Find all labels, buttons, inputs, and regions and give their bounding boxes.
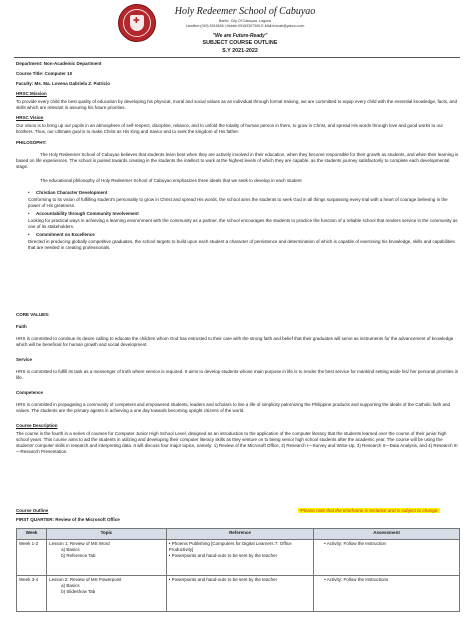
philosophy-heading: PHILOSOPHY:	[16, 140, 47, 145]
week-cell: Week 1-2	[17, 540, 47, 576]
table-header-row	[17, 529, 460, 540]
school-seal-icon: ✚	[118, 4, 156, 42]
quarter-heading: FIRST QUARTER: Review of the Microsoft Office	[16, 517, 120, 522]
service-heading: Service	[16, 357, 33, 362]
course-outline-heading: Course Outline	[16, 508, 49, 513]
service-text: HRS is committed to fulfill its task as a messenger of truth where service is required. It aims to develop students whose main purpose in life is to render the best service for mankind setting aside his/ her personal priorities in life.	[16, 369, 459, 380]
column-header-reference: Reference	[166, 529, 313, 540]
course-outline-table	[16, 528, 460, 612]
school-name: Holy Redeemer School of Cabuyao	[174, 6, 316, 17]
school-address: Banlic, City Of Cabuyao, Laguna Landline:(049) 5316636 | Mobile:09163307306 E-Mail:hrscab@yahoo.com	[185, 19, 305, 28]
vision-heading: HRSC Vision	[16, 115, 44, 120]
ideal-2-text: Looking for practical ways in achieving a learning environment with the community as a partner, the school encourages the students to practice the function of a reliable school that renders service in the community as one of its stakeholders.	[28, 218, 458, 229]
topic-cell: Lesson 2: Review of MS Powerpoint a) Basics b) Slideshow Tab	[47, 576, 167, 612]
topic-cell: Lesson 1: Review of MS Word a) Basics b) Reference Tab	[47, 540, 167, 576]
faith-text: HRS is committed to continue its desire calling to educate the children whom God has entrusted to their care with the strong faith and belief that their graduates will serve as instruments for the advancement of knowledge which will be beneficial for human growth and social development.	[16, 336, 454, 347]
faculty: Faculty: Ms. Ma. Lovena Gabriela Z. Patricio	[16, 81, 111, 86]
ideal-3-text: Directed in producing globally competitive graduates, the school targets to build upon each student a character of persistence and determination of which is capable of exercising his knowledge, skills and capabilities that are needed in creating professionals.	[28, 239, 455, 250]
column-header-topic: Topic	[47, 529, 167, 540]
ideal-1-text: Conforming to its vision of fulfilling student's personality to grow in Christ and spread His words, the school aims the students to seek God in all things surpassing every trial with a heart of courage believing in the power of His greatness.	[28, 197, 448, 208]
reference-cell: • Phoenix Publishing [Computers for Digital Learners 7: Office Productivity] • Powerpoints and hand-outs to be sent by the teacher	[166, 540, 313, 576]
table-row	[17, 576, 460, 612]
course-description-heading: Course Description	[16, 423, 58, 428]
philosophy-paragraph-1: The Holy Redeemer School of Cabuyao believes that students learn best when they are actively involved in their education, when they become responsible for their growth as students, and when their learning is based on life experiences. The school is poised towards creating in the students the intellect to work at the highest levels of which they are capable, as the students journey satisfactorily to complete each developmental stage.	[16, 152, 459, 169]
ideal-3-title: Commitment on Excellence	[36, 232, 95, 237]
course-title: Course Title: Computer 10	[16, 71, 73, 76]
column-header-week: Week	[17, 529, 47, 540]
school-motto: "We are Future-Ready"	[212, 33, 268, 39]
table-row	[17, 540, 460, 576]
faith-heading: Faith	[16, 324, 27, 329]
reference-cell: • Powerpoints and hand-outs to be sent by the teacher	[166, 576, 313, 612]
mission-heading: HRSC Mission	[16, 91, 47, 96]
document-title: SUBJECT COURSE OUTLINE	[202, 40, 278, 46]
ideal-1-title: Christian Character Development	[36, 190, 108, 195]
core-values-heading: CORE VALUES:	[16, 312, 50, 317]
header-divider	[14, 57, 460, 58]
competence-text: HRS is committed in propagating a community of competent and empowered students, leaders and scholars to live a life of simplicity patronizing the Philippine products and supporting the ideals of the Catholic faith and values. The students are the primary agents in achieving a one day towards becoming upright citizens of the world.	[16, 402, 450, 413]
mission-text: To provide every child the best quality of education by developing his physical, moral and social values as an individual through formal training, we are committed to equip every child with the essential knowledge, facts, and skills which are relevant in assuring his future priorities.	[16, 99, 457, 110]
assessment-cell: • Activity: Follow the Instructions	[314, 576, 460, 612]
vision-text: Our vision is to bring up our pupils in an atmosphere of self-respect, discipline, reliance, and to unfold the totality of human person in them, to grow in Christ, and spread His words through love and good works to our brothers. Thus, our ultimate goal is to make Christ as His King and Savior and to seek the kingdom of His father.	[16, 123, 443, 134]
course-description-text: The course is the fourth in a series of courses for Computer Junior High School Level, designed as an introduction to the application of the computer literacy that the students learned over the course of their junior high school years. This course aims to aid the students in utilizing and developing their computer literacy skills as they venture on to being senior high school students after the academic year. The course will be using the students' computer skills in research and interpreting data. It will discuss four major topics, namely: 1) Review of the Microsoft Office, 2) Research I—Survey and Write-Up, 3) Research II—Data Analysis, and 4) Research III—Research Presentation.	[16, 431, 458, 454]
ideal-2-bullet-icon: •	[28, 211, 30, 216]
ideal-3-bullet-icon: •	[28, 232, 30, 237]
philosophy-paragraph-2: The educational philosophy of Holy Redeemer School of Cabuyao emphasizes three ideals that we seek to develop in each student	[40, 178, 302, 183]
week-cell: Week 3-4	[17, 576, 47, 612]
timeframe-note: *Please note that the timeframe is tentative and is subject to change.	[299, 508, 439, 513]
ideal-2-title: Accountability through Community Involvement	[36, 211, 139, 216]
assessment-cell: • Activity: Follow the Instruction	[314, 540, 460, 576]
competence-heading: Competence	[16, 390, 44, 395]
column-header-assessment: Assessment	[314, 529, 460, 540]
department: Department: Non-Academic Department	[16, 61, 102, 66]
ideal-1-bullet-icon: •	[28, 190, 30, 195]
school-year: S.Y 2021-2022	[222, 48, 258, 54]
